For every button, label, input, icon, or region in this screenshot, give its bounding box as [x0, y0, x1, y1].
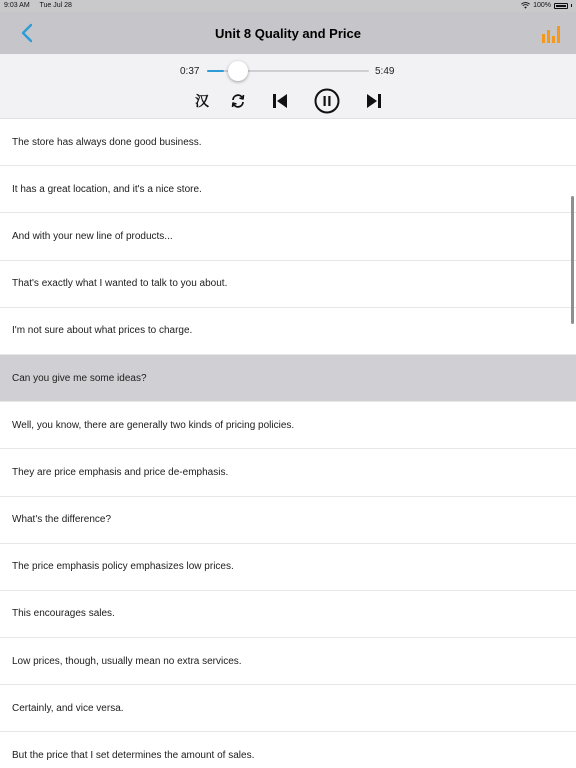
current-time: 0:37 [180, 66, 200, 77]
battery-percent: 100% [533, 2, 551, 9]
transcript-list[interactable] [0, 119, 576, 768]
transcript-line[interactable]: The store has always done good business. [0, 119, 576, 166]
progress-thumb[interactable] [228, 61, 248, 81]
skip-back-icon [271, 92, 289, 110]
audio-player [0, 54, 576, 119]
status-date: Tue Jul 28 [39, 2, 72, 9]
bar-chart-icon [540, 22, 562, 44]
transcript-line[interactable]: The price emphasis policy emphasizes low prices. [0, 544, 576, 591]
total-time: 5:49 [375, 66, 395, 77]
status-bar [0, 0, 576, 12]
transcript-line[interactable]: This encourages sales. [0, 591, 576, 638]
next-button[interactable] [364, 90, 384, 112]
transcript-line[interactable]: Can you give me some ideas? [0, 355, 576, 402]
transcript-line[interactable]: Certainly, and vice versa. [0, 685, 576, 732]
transcript-line[interactable]: What's the difference? [0, 497, 576, 544]
transcript-line[interactable]: That's exactly what I wanted to talk to you about. [0, 261, 576, 308]
transcript-line[interactable]: Well, you know, there are generally two kinds of pricing policies. [0, 402, 576, 449]
pause-button[interactable] [314, 88, 340, 114]
previous-button[interactable] [270, 90, 290, 112]
transcript-line[interactable]: Low prices, though, usually mean no extra services. [0, 638, 576, 685]
progress-fill [207, 70, 224, 72]
wifi-icon [521, 2, 530, 9]
status-right [521, 2, 572, 9]
repeat-button[interactable] [229, 90, 247, 112]
battery-icon [554, 3, 568, 9]
scrollbar[interactable] [571, 196, 574, 324]
transcript-line[interactable]: It has a great location, and it's a nice store. [0, 166, 576, 213]
nav-bar [0, 12, 576, 54]
skip-forward-icon [365, 92, 383, 110]
repeat-icon [230, 93, 246, 109]
transcript-line[interactable]: I'm not sure about what prices to charge. [0, 308, 576, 355]
status-time: 9:03 AM [4, 2, 30, 9]
transcript-line[interactable]: But the price that I set determines the amount of sales. [0, 732, 576, 768]
page-title: Unit 8 Quality and Price [215, 26, 361, 41]
pause-icon [314, 88, 340, 114]
translation-toggle-button[interactable]: 汉 [195, 93, 209, 109]
transcript-line[interactable]: And with your new line of products... [0, 213, 576, 260]
transcript-line[interactable]: They are price emphasis and price de-emphasis. [0, 449, 576, 496]
status-left [4, 2, 80, 9]
stats-button[interactable] [540, 22, 562, 44]
battery-tip [571, 4, 572, 7]
